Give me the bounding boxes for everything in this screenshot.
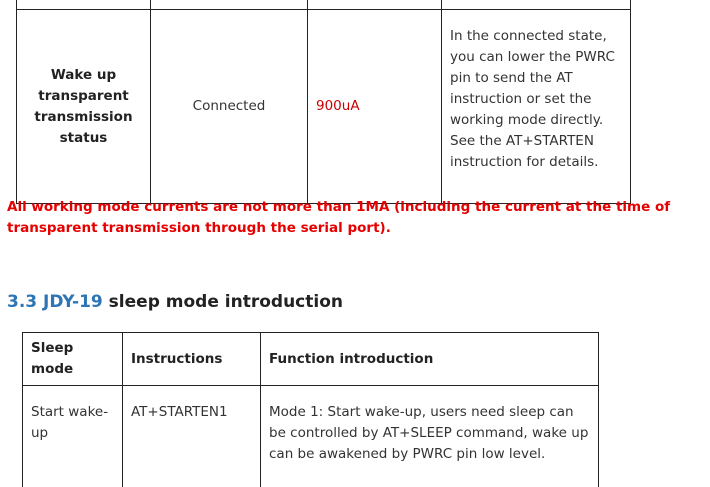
function-cell: Mode 1: Start wake-up, users need sleep can be controlled by AT+SLEEP command, wake up can be awakened by PWRC pin low level.: [261, 386, 599, 487]
current-cell: 900uA: [308, 10, 442, 204]
table-cell: [151, 0, 308, 10]
instruction-cell: AT+STARTEN1: [123, 386, 261, 487]
sleep-mode-table: [22, 332, 599, 487]
table-header-row: [23, 333, 599, 386]
section-number: 3.3 JDY-19: [7, 292, 103, 312]
column-header: Sleep mode: [23, 333, 123, 386]
table-row: [23, 386, 599, 487]
table-row: [17, 10, 631, 204]
section-title-text: sleep mode introduction: [102, 292, 343, 312]
working-mode-current-table: [16, 0, 631, 204]
table-row: [17, 0, 631, 10]
sleep-mode-cell: Start wake-up: [23, 386, 123, 487]
section-heading: [7, 292, 343, 312]
column-header: Instructions: [123, 333, 261, 386]
table-cell: [308, 0, 442, 10]
column-header: Function introduction: [261, 333, 599, 386]
description-cell: In the connected state, you can lower the PWRC pin to send the AT instruction or set the working mode directly. See the AT+STARTEN instruction for details.: [442, 10, 631, 204]
table-cell: [442, 0, 631, 10]
table-cell: [17, 0, 151, 10]
status-label-cell: Wake up transparent transmission status: [17, 10, 151, 204]
state-cell: Connected: [151, 10, 308, 204]
current-note: All working mode currents are not more than 1MA (including the current at the time of transparent transmission through the serial port).: [7, 199, 671, 236]
